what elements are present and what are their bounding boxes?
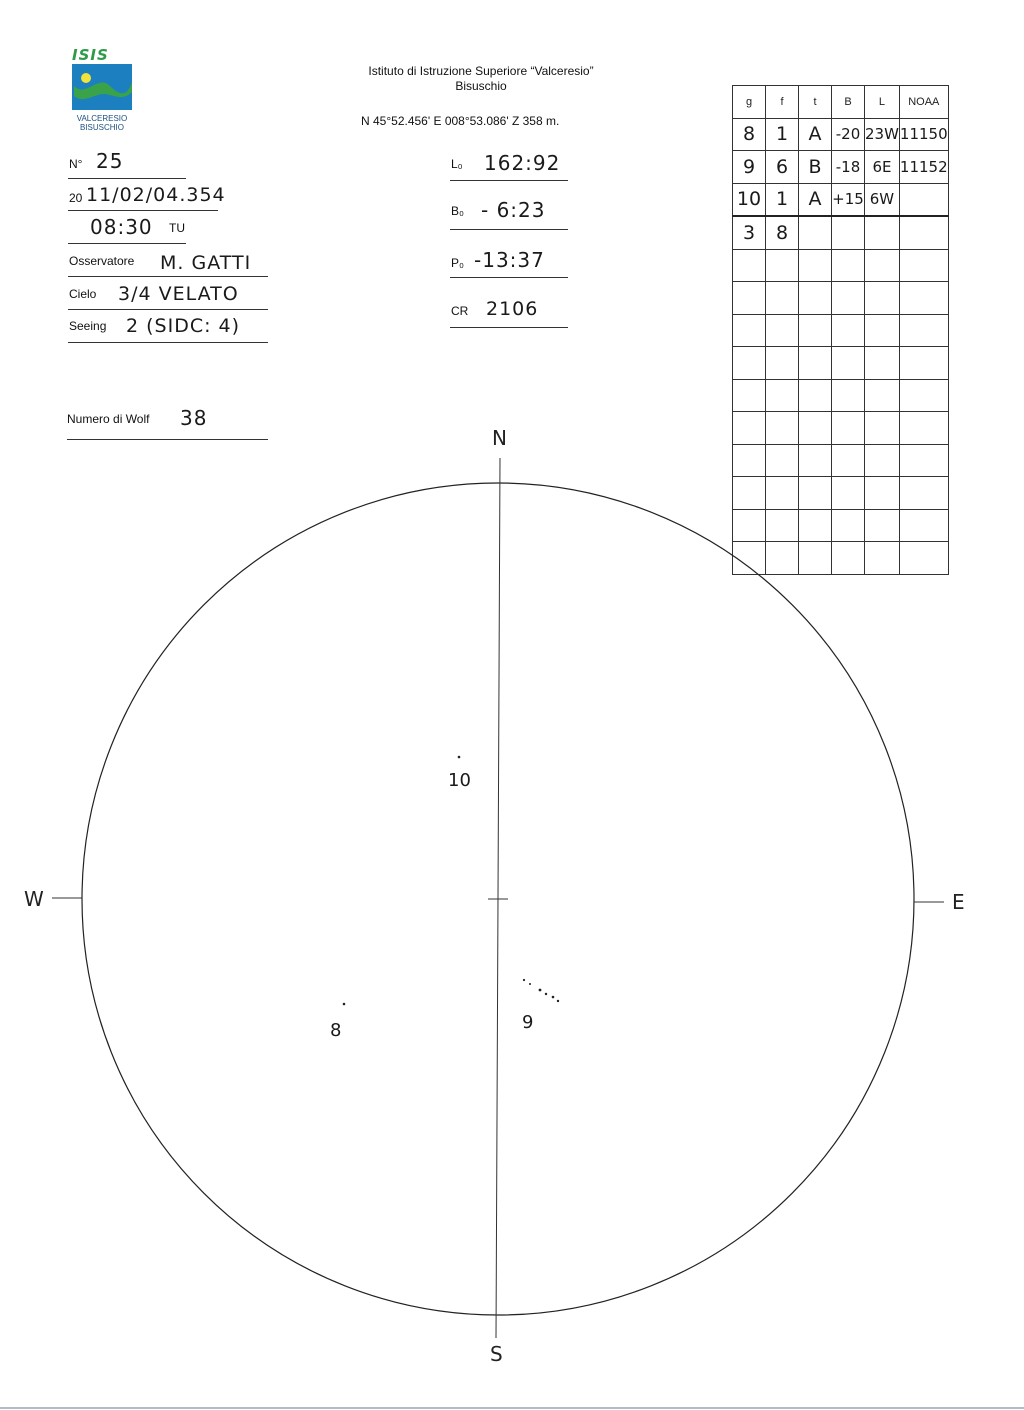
cell-noaa: 11150 xyxy=(899,118,948,151)
col-header-l: L xyxy=(865,86,900,119)
cell-t: A xyxy=(799,118,832,151)
cell-t: A xyxy=(799,183,832,216)
cell-b: +15 xyxy=(832,183,865,216)
sunspot-dot xyxy=(523,979,525,981)
seeing-value: 2 (SIDC: 4) xyxy=(126,315,241,337)
wolf-value: 38 xyxy=(180,406,208,430)
total-spots: 8 xyxy=(766,216,799,249)
institute-town: Bisuschio xyxy=(455,79,507,93)
time-value: 08:30 xyxy=(90,215,153,239)
cell-g: 9 xyxy=(733,151,766,184)
cell-g: 10 xyxy=(733,183,766,216)
cr-label: CR xyxy=(451,304,469,318)
group-label-9: 9 xyxy=(522,1012,534,1033)
observer-label: Osservatore xyxy=(69,254,135,268)
compass-north: N xyxy=(492,426,507,450)
group-label-10: 10 xyxy=(448,770,471,791)
compass-east: E xyxy=(952,890,965,914)
logo-subtitle-2: BISUSCHIO xyxy=(79,123,124,132)
cell-l: 6E xyxy=(865,151,900,184)
cell-l: 23W xyxy=(865,118,900,151)
cell-f: 6 xyxy=(766,151,799,184)
sky-label: Cielo xyxy=(69,287,97,301)
sky-value: 3/4 VELATO xyxy=(118,283,239,305)
col-header-noaa: NOAA xyxy=(899,86,948,119)
b0-value: - 6:23 xyxy=(481,198,546,222)
compass-south: S xyxy=(490,1342,503,1366)
col-header-g: g xyxy=(733,86,766,119)
seeing-label: Seeing xyxy=(69,319,107,333)
p0-label: P₀ xyxy=(451,256,464,270)
institute-name: Istituto di Istruzione Superiore “Valceresio” xyxy=(368,64,594,78)
sunspot-dot xyxy=(343,1003,346,1006)
cr-value: 2106 xyxy=(486,298,539,320)
cell-f: 1 xyxy=(766,183,799,216)
cell-b: -18 xyxy=(832,151,865,184)
col-header-f: f xyxy=(766,86,799,119)
cell-f: 1 xyxy=(766,118,799,151)
date-value: 11/02/04.354 xyxy=(86,184,226,206)
cell-noaa: 11152 xyxy=(899,151,948,184)
cell-b: -20 xyxy=(832,118,865,151)
l0-value: 162:92 xyxy=(484,151,561,175)
compass-west: W xyxy=(24,887,44,911)
number-value: 25 xyxy=(96,149,124,173)
north-south-axis xyxy=(496,458,500,1338)
wolf-label: Numero di Wolf xyxy=(67,412,150,426)
time-unit: TU xyxy=(169,221,185,235)
cell-g: 8 xyxy=(733,118,766,151)
sunspot-dot xyxy=(458,756,461,759)
sunspot-dot xyxy=(552,996,555,999)
site-coordinates: N 45°52.456' E 008°53.086' Z 358 m. xyxy=(361,114,560,128)
sunspot-dot xyxy=(545,993,547,995)
logo-subtitle-1: VALCERESIO xyxy=(76,114,128,123)
sunspot-dot xyxy=(529,983,531,985)
sunspot-dot xyxy=(539,989,542,992)
sunspot-dot xyxy=(557,1000,559,1002)
number-label: N° xyxy=(69,157,83,171)
observer-value: M. GATTI xyxy=(160,252,252,274)
logo-brand: ISIS xyxy=(72,46,109,64)
l0-label: L₀ xyxy=(451,157,463,171)
col-header-t: t xyxy=(799,86,832,119)
col-header-b: B xyxy=(832,86,865,119)
cell-l: 6W xyxy=(865,183,900,216)
b0-label: B₀ xyxy=(451,204,464,218)
total-groups: 3 xyxy=(733,216,766,249)
cell-t: B xyxy=(799,151,832,184)
group-label-8: 8 xyxy=(330,1020,342,1041)
date-prefix: 20 xyxy=(69,191,83,205)
p0-value: -13:37 xyxy=(474,248,545,272)
